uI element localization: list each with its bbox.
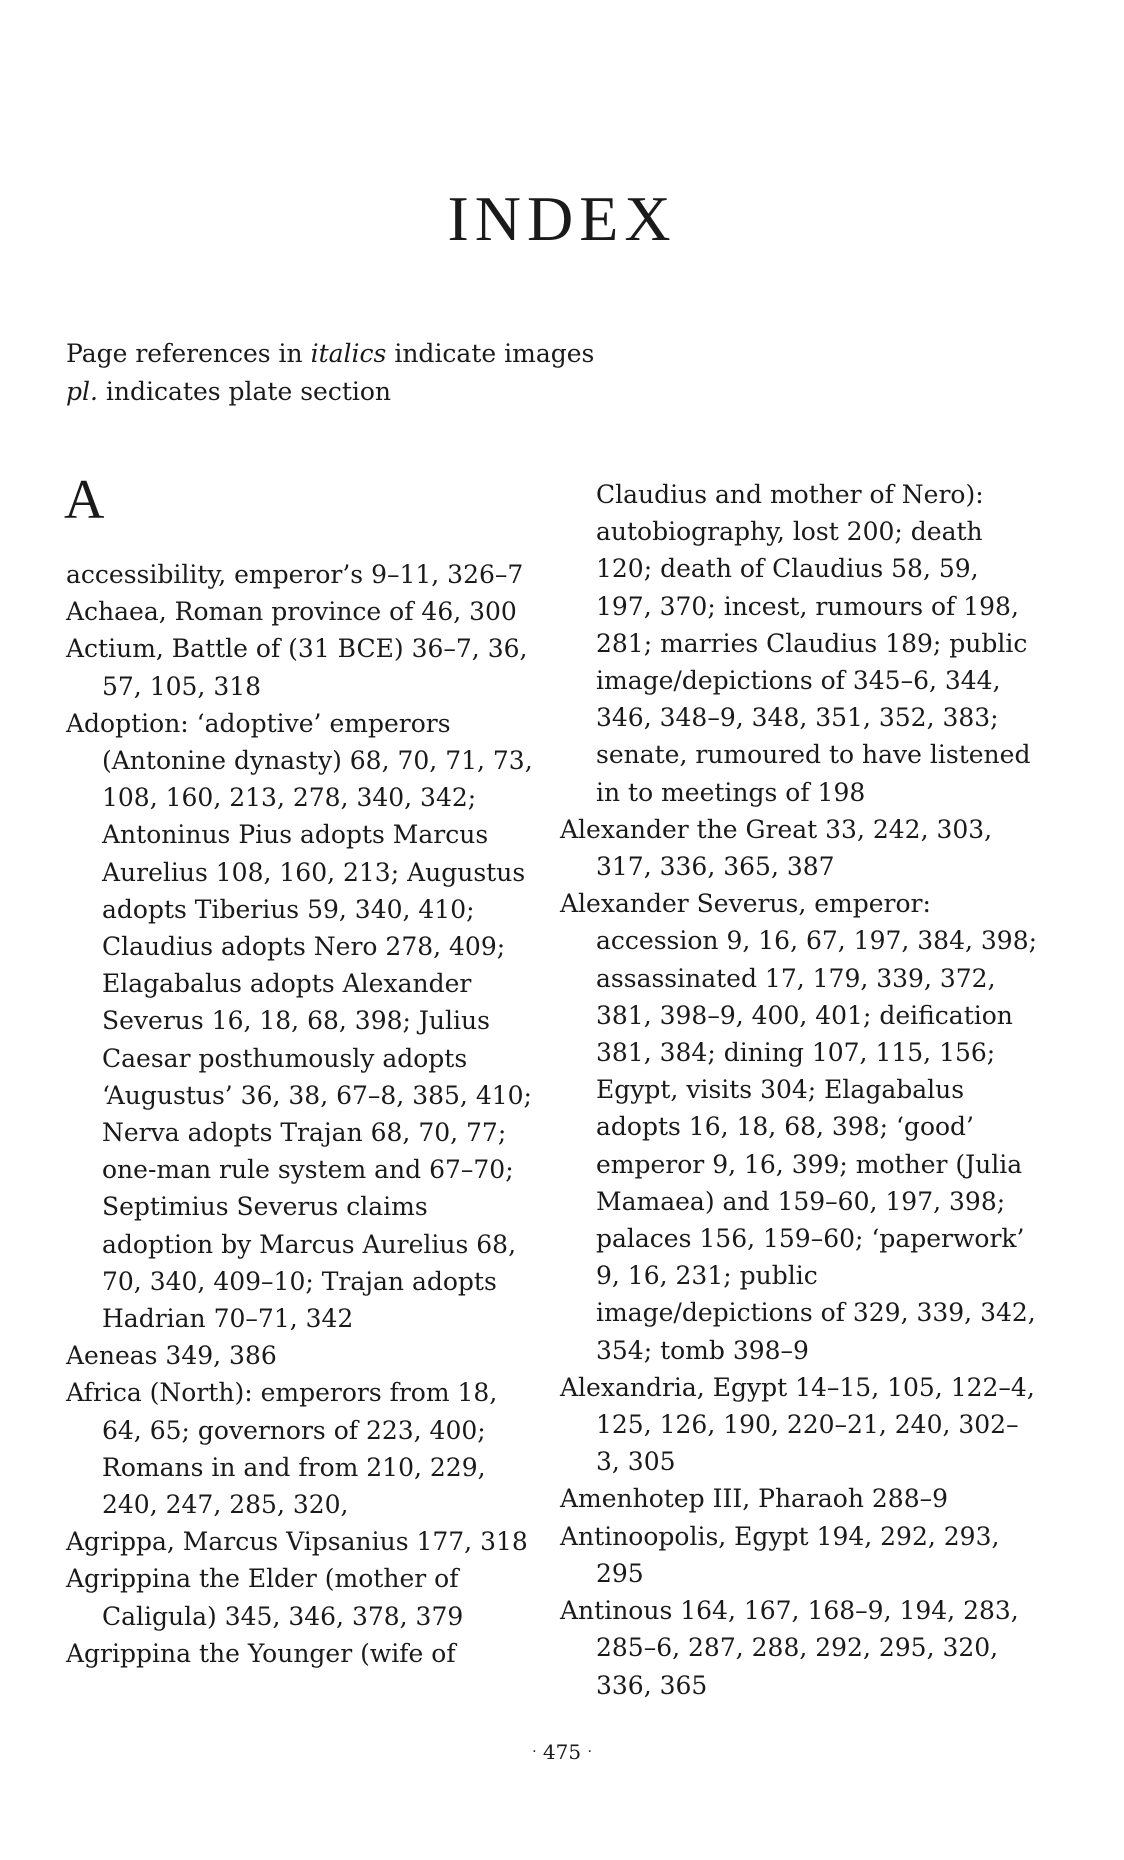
note-plates: pl. indicates plate section [66, 377, 392, 406]
index-entry: Agrippina the Elder (mother of Caligula) 345, 346, 378, 379 [66, 1564, 464, 1631]
folio-dot: · [532, 1744, 537, 1760]
folio-dot: · [587, 1744, 592, 1760]
index-entry-continued: Claudius and mother of Nero): autobiography, lost 200; death 120; death of Claudius 58, 59, 197, 370; incest, rumours of 198, 281; marries Claudius 189; public image/depictions of 345–6, 344, 346, 348–9, 348, 351, 352, 383; senate, rumoured to have listened in to meetings of 198 [596, 480, 1031, 807]
index-entry: Alexander the Great 33, 242, 303, 317, 336, 365, 387 [560, 814, 993, 882]
note-italics: Page references in italics indicate images [66, 339, 595, 368]
index-entry: Achaea, Roman province of 46, 300 [66, 597, 517, 627]
index-notes [66, 335, 594, 411]
index-entry: Alexander Severus, emperor: accession 9, 16, 67, 197, 384, 398; assassinated 17, 179, 339, 372, 381, 398–9, 400, 401; deification 381, 384; dining 107, 115, 156; Egypt, visits 304; Elagabalus adopts 16, 18, 68, 398; ‘good’ emperor 9, 16, 399; mother (Julia Mamaea) and 159–60, 197, 398; palaces 156, 159–60; ‘paperwork’ 9, 16, 231; public image/depictions of 329, 339, 342, 354; tomb 398–9 [560, 889, 1038, 1365]
section-letter: A [64, 469, 105, 531]
page-number: · 475 · [532, 1740, 592, 1764]
index-entry: Agrippina the Younger (wife of [66, 1638, 456, 1668]
index-entry: Adoption: ‘adoptive’ emperors (Antonine dynasty) 68, 70, 71, 73, 108, 160, 213, 278, 340, 342; Antoninus Pius adopts Marcus Aurelius 108, 160, 213; Augustus adopts Tiberius 59, 340, 410; Claudius adopts Nero 278, 409; Elagabalus adopts Alexander Severus 16, 18, 68, 398; Julius Caesar posthumously adopts ‘Augustus’ 36, 38, 67–8, 385, 410; Nerva adopts Trajan 68, 70, 77; one-man rule system and 67–70; Septimius Severus claims adoption by Marcus Aurelius 68, 70, 340, 409–10; Trajan adopts Hadrian 70–71, 342 [66, 708, 533, 1334]
index-column-left [66, 556, 536, 1672]
index-entry: Aeneas 349, 386 [66, 1341, 277, 1371]
index-entry: Actium, Battle of (31 BCE) 36–7, 36, 57, 105, 318 [66, 634, 528, 701]
index-entry: Amenhotep III, Pharaoh 288–9 [560, 1484, 949, 1514]
index-entry: Africa (North): emperors from 18, 64, 65; governors of 223, 400; Romans in and from 210, 229, 240, 247, 285, 320, [66, 1378, 498, 1520]
index-entry: Alexandria, Egypt 14–15, 105, 122–4, 125, 126, 190, 220–21, 240, 302–3, 305 [560, 1372, 1035, 1477]
index-entry: Antinous 164, 167, 168–9, 194, 283, 285–6, 287, 288, 292, 295, 320, 336, 365 [560, 1596, 1019, 1700]
index-column-right [560, 476, 1040, 1704]
index-entry: Agrippa, Marcus Vipsanius 177, 318 [66, 1527, 528, 1557]
index-entry: accessibility, emperor’s 9–11, 326–7 [66, 560, 524, 589]
page-title: INDEX [447, 183, 677, 254]
index-entry: Antinoopolis, Egypt 194, 292, 293, 295 [560, 1521, 1000, 1588]
